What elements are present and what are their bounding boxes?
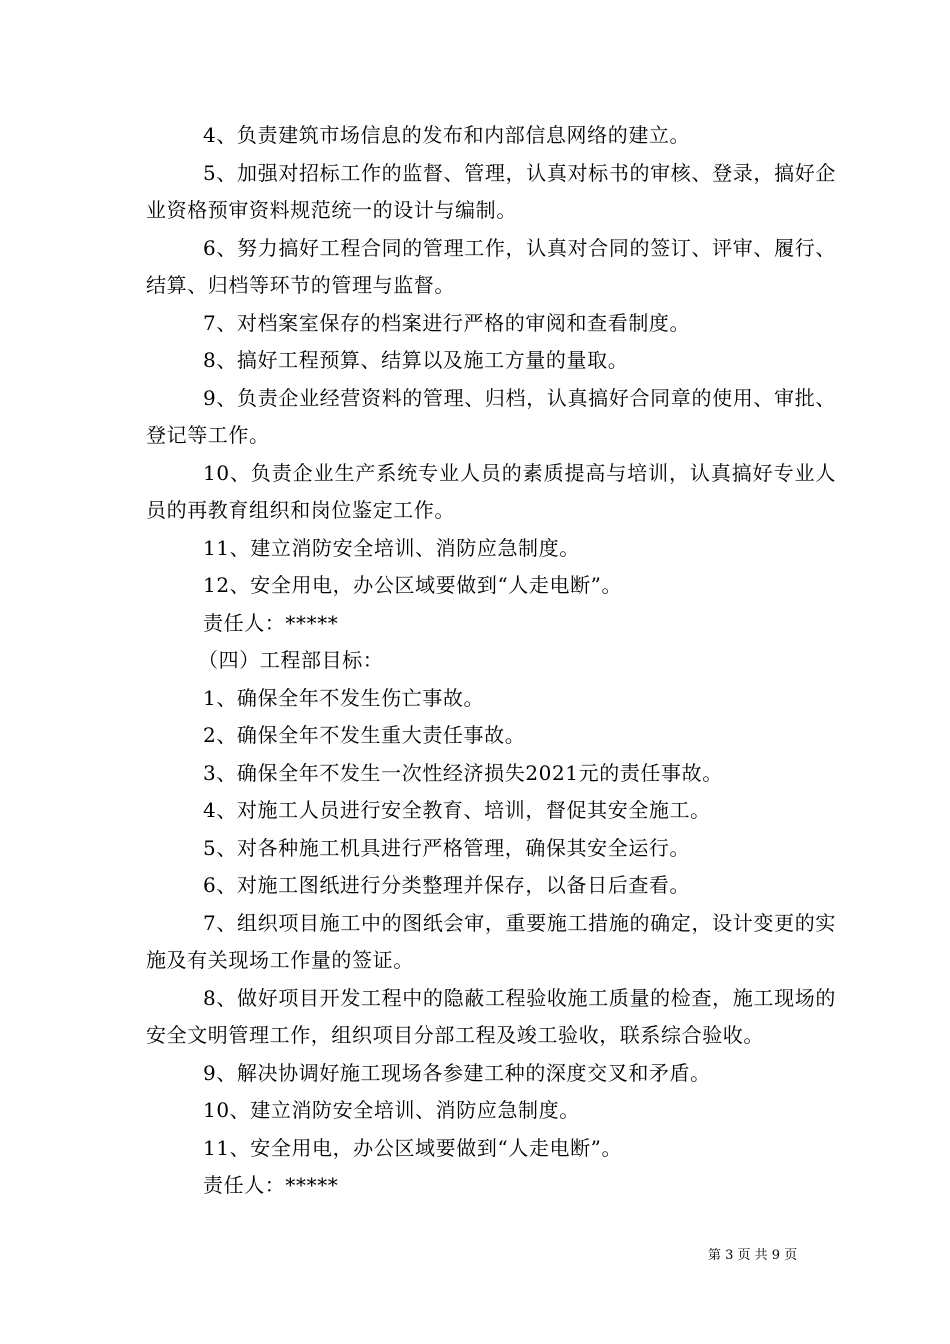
page-number: 第 3 页 共 9 页 (708, 1248, 798, 1263)
paragraph: 1、确保全年不发生伤亡事故。 (203, 685, 485, 710)
paragraph: 7、组织项目施工中的图纸会审，重要施工措施的确定，设计变更的实施及有关现场工作量的签证。 (146, 910, 836, 972)
paragraph: 5、加强对招标工作的监督、管理，认真对标书的审核、登录，搞好企业资格预审资料规范统一的设计与编制。 (146, 160, 836, 222)
paragraph: 6、对施工图纸进行分类整理并保存，以备日后查看。 (203, 873, 691, 897)
paragraph: 11、安全用电，办公区域要做到“人走电断”。 (203, 1135, 623, 1160)
responsible-person: 责任人：***** (203, 610, 339, 635)
responsible-person: 责任人：***** (203, 1173, 339, 1197)
paragraph: 9、负责企业经营资料的管理、归档，认真搞好合同章的使用、审批、登记等工作。 (146, 385, 836, 447)
section-heading: （四）工程部目标： (198, 648, 384, 672)
paragraph: 5、对各种施工机具进行严格管理，确保其安全运行。 (203, 835, 691, 860)
paragraph: 3、确保全年不发生一次性经济损失2021元的责任事故。 (203, 760, 723, 785)
paragraph: 8、搞好工程预算、结算以及施工方量的量取。 (203, 348, 629, 372)
paragraph: 6、努力搞好工程合同的管理工作，认真对合同的签订、评审、履行、结算、归档等环节的管理与监督。 (146, 235, 836, 297)
paragraph: 4、负责建筑市场信息的发布和内部信息网络的建立。 (203, 123, 691, 147)
paragraph: 9、解决协调好施工现场各参建工种的深度交叉和矛盾。 (203, 1060, 711, 1085)
paragraph: 8、做好项目开发工程中的隐蔽工程验收施工质量的检查，施工现场的安全文明管理工作，组织项目分部工程及竣工验收，联系综合验收。 (146, 985, 836, 1047)
paragraph: 10、负责企业生产系统专业人员的素质提高与培训，认真搞好专业人员的再教育组织和岗位鉴定工作。 (146, 460, 836, 522)
paragraph: 12、安全用电，办公区域要做到“人走电断”。 (203, 573, 623, 597)
paragraph: 7、对档案室保存的档案进行严格的审阅和查看制度。 (203, 310, 691, 335)
paragraph: 4、对施工人员进行安全教育、培训，督促其安全施工。 (203, 798, 711, 822)
paragraph: 2、确保全年不发生重大责任事故。 (203, 723, 526, 747)
paragraph: 10、建立消防安全培训、消防应急制度。 (203, 1098, 580, 1122)
paragraph: 11、建立消防安全培训、消防应急制度。 (203, 535, 580, 560)
document-body (146, 117, 836, 1205)
